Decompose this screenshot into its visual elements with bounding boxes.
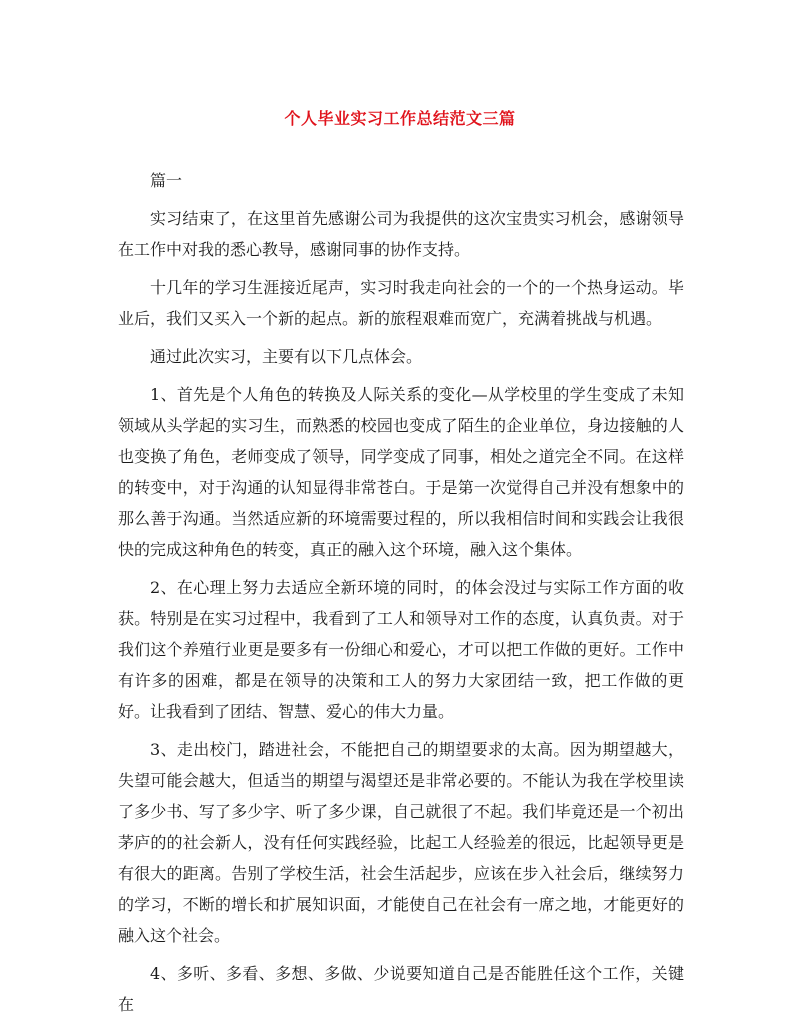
paragraph: 2、在心理上努力去适应全新环境的同时，的体会没过与实际工作方面的收获。特别是在实习过程中，我看到了工人和领导对工作的态度，认真负责。对于我们这个养殖行业更是要多有一份细心和爱心，才可以把工作做的更好。工作中有许多的困难，都是在领导的决策和工人的努力大家团结一致，把工作做的更好。让我看到了团结、智慧、爱心的伟大力量。 [118, 578, 684, 721]
paragraph: 实习结束了，在这里首先感谢公司为我提供的这次宝贵实习机会，感谢领导在工作中对我的悉心教导，感谢同事的协作支持。 [118, 209, 684, 259]
document-body [118, 165, 684, 1027]
section-label: 篇一 [150, 171, 183, 190]
paragraph: 1、首先是个人角色的转换及人际关系的变化—从学校里的学生变成了未知领域从头学起的实习生，而熟悉的校园也变成了陌生的企业单位，身边接触的人也变换了角色，老师变成了领导，同学变成了同事，相处之道完全不同。在这样的转变中，对于沟通的认知显得非常苍白。于是第一次觉得自己并没有想象中的那么善于沟通。当然适应新的环境需要过程的，所以我相信时间和实践会让我很快的完成这种角色的转变，真正的融入这个环境，融入这个集体。 [118, 385, 684, 559]
paragraph: 通过此次实习，主要有以下几点体会。 [150, 347, 423, 366]
document-title: 个人毕业实习工作总结范文三篇 [284, 109, 516, 128]
paragraph: 3、走出校门，踏进社会，不能把自己的期望要求的太高。因为期望越大，失望可能会越大，但适当的期望与渴望还是非常必要的。不能认为我在学校里读了多少书、写了多少字、听了多少课，自己就很了不起。我们毕竟还是一个初出茅庐的的社会新人，没有任何实践经验，比起工人经验差的很远，比起领导更是有很大的距离。告别了学校生活，社会生活起步，应该在步入社会后，继续努力的学习，不断的增长和扩展知识面，才能使自己在社会有一席之地，才能更好的融入这个社会。 [118, 740, 684, 945]
paragraph: 4、多听、多看、多想、多做、少说要知道自己是否能胜任这个工作，关键在 [118, 964, 684, 1014]
paragraph: 十几年的学习生涯接近尾声，实习时我走向社会的一个的一个热身运动。毕业后，我们又买入一个新的起点。新的旅程艰难而宽广，充满着挑战与机遇。 [118, 278, 684, 328]
